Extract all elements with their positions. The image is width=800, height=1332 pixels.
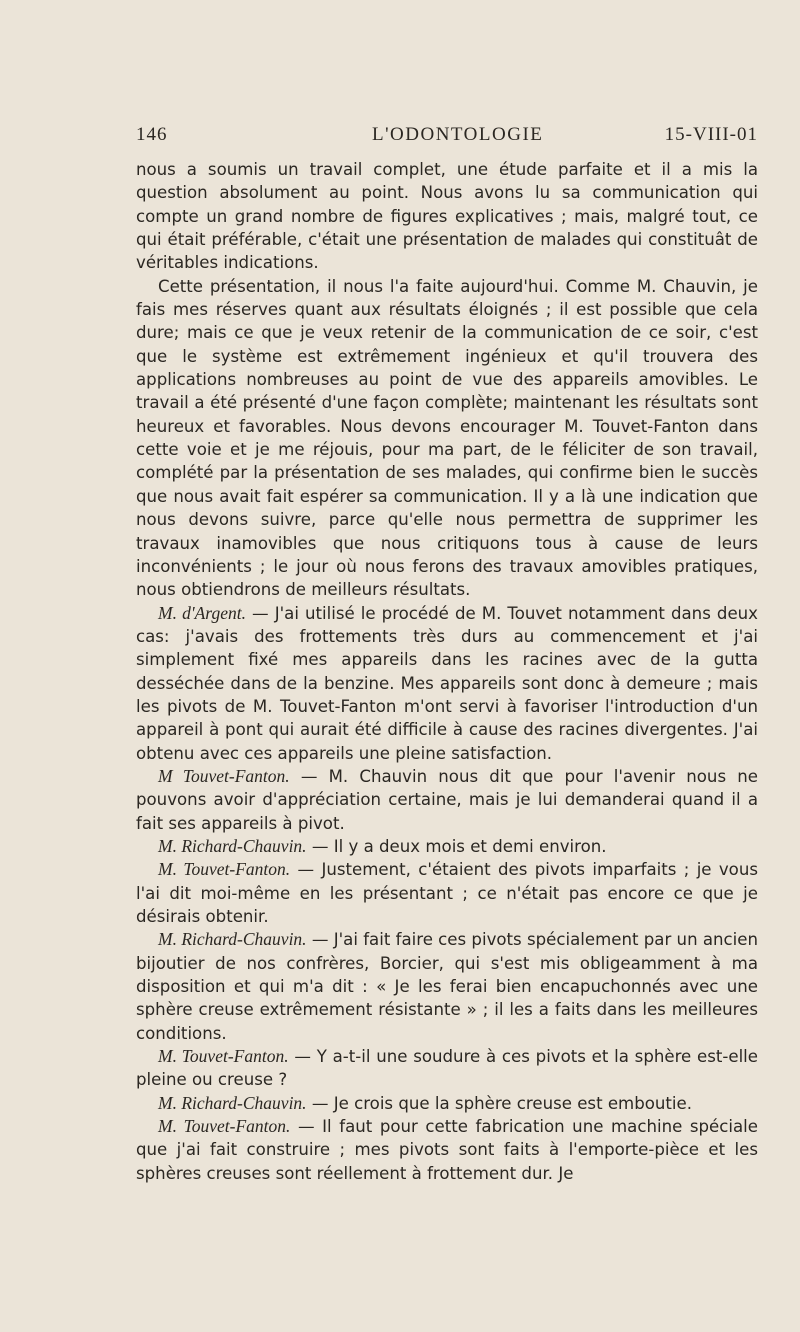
paragraph-text: — M. Chauvin nous dit que pour l'avenir nous ne pouvons avoir d'appréciation certaine, mais je lui demanderai quand il a fait ses appareils à pivot.: [136, 766, 758, 833]
paragraph: [136, 1115, 758, 1185]
speaker-name: M. Richard-Chauvin.: [158, 1092, 307, 1113]
paragraph: [136, 275, 758, 602]
speaker-name: M. Touvet-Fanton.: [158, 859, 291, 880]
paragraph: [136, 765, 758, 835]
journal-title: L'ODONTOLOGIE: [372, 124, 544, 145]
paragraph: [136, 1045, 758, 1092]
paragraph-text: nous a soumis un travail complet, une étude parfaite et il a mis la question absolument au point. Nous avons lu sa communication qui compte un grand nombre de figures explicatives ; mais, malgré tout, ce qui était préférable, c'était une présentation de malades qui constituât de véritables indications.: [136, 160, 758, 273]
paragraph: [136, 835, 758, 858]
speaker-name: M Touvet-Fanton.: [158, 765, 290, 786]
paragraph-text: — J'ai fait faire ces pivots spécialement par un ancien bijoutier de nos confrères, Borcier, qui s'est mis obligeamment à ma disposition et qui m'a dit : « Je les ferai bien encapuchonnés avec une sphère creuse extrêmement résistante » ; il les a faits dans les meilleures conditions.: [136, 930, 759, 1043]
page-number: 146: [136, 124, 168, 145]
issue-date: 15-VIII-01: [664, 124, 758, 145]
paragraph-text: — Il faut pour cette fabrication une machine spéciale que j'ai fait construire ; mes pivots sont faits à l'emporte-pièce et les sphères creuses sont réellement à frottement dur. Je: [136, 1117, 758, 1183]
speaker-name: M. Richard-Chauvin.: [158, 835, 307, 856]
speaker-name: M. Touvet-Fanton.: [158, 1046, 289, 1067]
speaker-name: M. d'Argent.: [158, 602, 246, 623]
running-header: [136, 124, 758, 148]
paragraph: [136, 602, 758, 765]
paragraph-text: — J'ai utilisé le procédé de M. Touvet notamment dans deux cas: j'avais des frottements très durs au commencement et j'ai simplement fixé mes appareils dans les racines avec de la gutta desséchée dans de la benzine. Mes appareils sont donc à demeure ; mais les pivots de M. Touvet-Fanton m'ont servi à favoriser l'introduction d'un appareil à pont qui aurait été difficile à cause des racines divergentes. J'ai obtenu avec ces appareils une pleine satisfaction.: [136, 603, 758, 763]
paragraph-text: Cette présentation, il nous l'a faite aujourd'hui. Comme M. Chauvin, je fais mes réserves quant aux résultats éloignés ; il est possible que cela dure; mais ce que je veux retenir de la communication de ce soir, c'est que le système est extrêmement ingénieux et qu'il trouvera des applications nombreuses au point de vue des appareils amovibles. Le travail a été présenté d'une façon complète; maintenant les résultats sont heureux et favorables. Nous devons encourager M. Touvet-Fanton dans cette voie et je me réjouis, pour ma part, de le féliciter de son travail, complété par la présentation de ses malades, qui confirme bien le succès que nous avait fait espérer sa communication. Il y a là une indication que nous devons suivre, parce qu'elle nous permettra de supprimer les travaux inamovibles que nous critiquons tous à cause de leurs inconvénients ; le jour où nous ferons des travaux amovibles pratiques, nous obtiendrons de meilleurs résultats.: [136, 276, 758, 600]
paragraph-text: — Il y a deux mois et demi environ.: [306, 836, 607, 856]
paragraph-text: — Je crois que la sphère creuse est emboutie.: [306, 1093, 693, 1113]
paragraph-text: — Y a-t-il une soudure à ces pivots et la sphère est-elle pleine ou creuse ?: [136, 1047, 758, 1090]
speaker-name: M. Touvet-Fanton.: [158, 1116, 291, 1137]
paragraph-text: — Justement, c'étaient des pivots imparfaits ; je vous l'ai dit moi-même en les présentant ; ce n'était pas encore ce que je désirais obtenir.: [136, 860, 758, 926]
paragraph: [136, 858, 758, 928]
page-body: [136, 158, 758, 1185]
paragraph: [136, 1092, 758, 1115]
paragraph: [136, 158, 758, 275]
speaker-name: M. Richard-Chauvin.: [158, 929, 307, 950]
paragraph: [136, 928, 758, 1045]
